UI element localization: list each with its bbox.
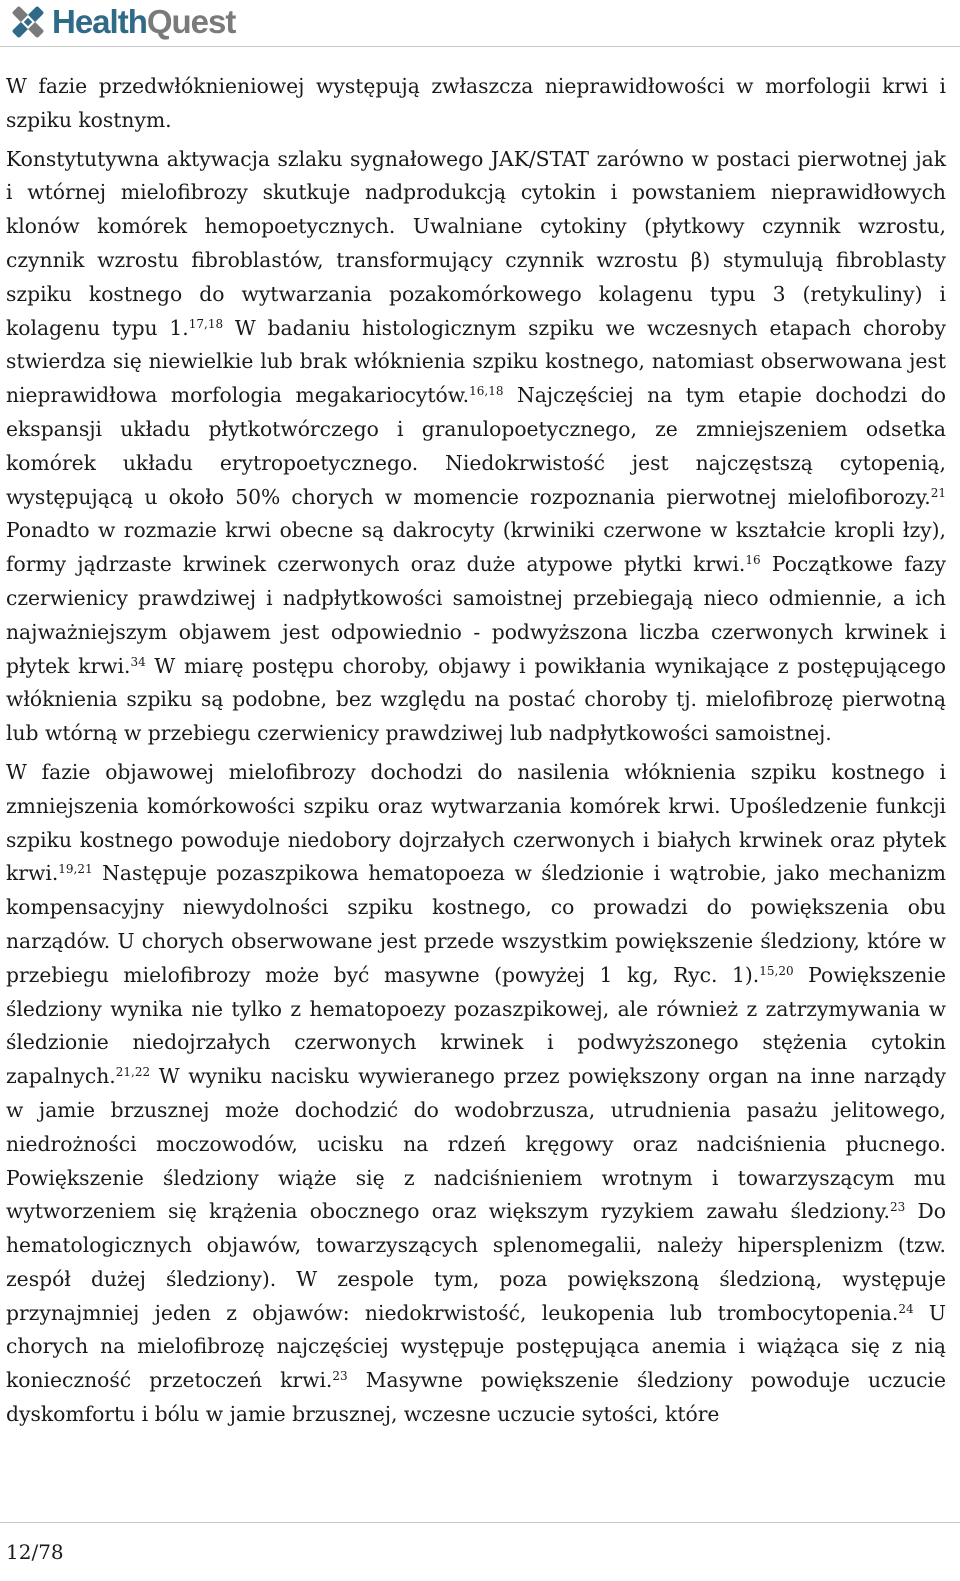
footer-divider — [0, 1522, 960, 1523]
paragraph-text: W fazie objawowej mielofibrozy dochodzi do nasilenia włóknienia szpiku kostnego i zmniejszenia komórkowości szpiku oraz wytwarzania komórek krwi. Upośledzenie funkcji szpiku kostnego powoduje niedobory dojrzałych czerwonych i białych krwinek oraz płytek krwi. — [6, 759, 946, 886]
paragraph — [6, 70, 946, 138]
paragraph-text: Najczęściej na tym etapie dochodzi do ekspansji układu płytkotwórczego i granulopoetycznego, ze zmniejszeniem odsetka komórek układu erytropoetycznego. Niedokrwistość jest najczęstszą cytopenią, występującą u około 50% chorych w momencie rozpoznania pierwotnej mielofiborozy. — [6, 383, 946, 509]
paragraph-text: Powiększenie śledziony wynika nie tylko z hematopoezy pozaszpikowej, ale również z zatrzymywania w śledzionie niedojrzałych czerwonych krwinek i podwyższonego stężenia cytokin zapalnych. — [6, 962, 946, 1089]
paragraph-text: Następuje pozaszpikowa hematopoeza w śledzionie i wątrobie, jako mechanizm kompensacyjny niewydolności szpiku kostnego, co prowadzi do powiększenia obu narządów. U chorych obserwowane jest przede wszystkim powiększenie śledziony, które w przebiegu mielofibrozy może być masywne (powyżej 1 kg, Ryc. 1). — [6, 861, 946, 987]
citation-superscript: 34 — [130, 654, 146, 669]
citation-superscript: 16,18 — [469, 384, 504, 399]
healthquest-cross-icon — [6, 2, 50, 42]
paragraph-text: W fazie przedwłóknieniowej występują zwłaszcza nieprawidłowości w morfologii krwi i szpiku kostnym. — [6, 74, 946, 132]
paragraph-text: W wyniku nacisku wywieranego przez powiększony organ na inne narządy w jamie brzusznej może dochodzić do wodobrzusza, utrudnienia pasażu jelitowego, niedrożności moczowodów, ucisku na rdzeń kręgowy oraz nadciśnienia płucnego. Powiększenie śledziony wiąże się z nadciśnieniem wrotnym i towarzyszącym mu wytworzeniem się krążenia obocznego oraz większym ryzykiem zawału śledziony. — [6, 1064, 946, 1224]
citation-superscript: 24 — [898, 1301, 914, 1316]
citation-superscript: 16 — [745, 553, 761, 568]
header-divider — [0, 46, 960, 47]
paragraph-text: Masywne powiększenie śledziony powoduje uczucie dyskomfortu i bólu w jamie brzusznej, wczesne uczucie sytości, które — [6, 1368, 946, 1427]
paragraph-text: W miarę postępu choroby, objawy i powikłania wynikające z postępującego włóknienia szpiku są podobne, bez względu na postać choroby tj. mielofibrozę pierwotną lub wtórną w przebiegu czerwienicy prawdziwej lub nadpłytkowości samoistnej. — [6, 653, 946, 746]
paragraph-text: Do hematologicznych objawów, towarzyszących splenomegalii, należy hipersplenizm (tzw. zespół dużej śledziony). W zespole tym, poza powiększoną śledzioną, występuje przynajmniej jeden z objawów: niedokrwistość, leukopenia lub trombocytopenia. — [6, 1199, 946, 1325]
logo-wordmark — [52, 2, 235, 42]
paragraph-text: Początkowe fazy czerwienicy prawdziwej i nadpłytkowości samoistnej przebiegają nieco odmiennie, a ich najważniejszym objawem jest odpowiednio - podwyższona liczba czerwonych krwinek i płytek krwi. — [6, 552, 946, 678]
citation-superscript: 15,20 — [759, 963, 794, 978]
paragraph — [6, 756, 946, 1432]
paragraph-text: W badaniu histologicznym szpiku we wczesnych etapach choroby stwierdza się niewielkie lub brak włóknienia szpiku kostnego, natomiast obserwowana jest nieprawidłowa morfologia megakariocytów. — [6, 315, 946, 408]
citation-superscript: 17,18 — [188, 316, 224, 331]
citation-superscript: 21,22 — [115, 1065, 151, 1080]
logo-text-health: Health — [52, 3, 147, 40]
citation-superscript: 19,21 — [58, 862, 93, 877]
page-header — [6, 2, 946, 48]
paragraph-text: Ponadto w rozmazie krwi obecne są dakrocyty (krwiniki czerwone w kształcie kropli łzy), formy jądrzaste krwinek czerwonych oraz duże atypowe płytki krwi. — [6, 518, 946, 577]
healthquest-logo — [6, 2, 946, 42]
paragraph — [6, 143, 946, 751]
paragraph-text: Konstytutywna aktywacja szlaku sygnałowego JAK/STAT zarówno w postaci pierwotnej jak i wtórnej mielofibrozy skutkuje nadprodukcją cytokin i powstaniem nieprawidłowych klonów komórek hemopoetycznych. Uwalniane cytokiny (płytkowy czynnik wzrostu, czynnik wzrostu fibroblastów, transformujący czynnik wzrostu β) stymulują fibroblasty szpiku kostnego do wytwarzania pozakomórkowego kolagenu typu 3 (retykuliny) i kolagenu typu 1. — [6, 146, 946, 340]
logo-text-quest: Quest — [146, 3, 236, 40]
citation-superscript: 21 — [930, 485, 946, 500]
paragraph-text: U chorych na mielofibrozę najczęściej występuje postępująca anemia i wiążąca się z nią konieczność przetoczeń krwi. — [6, 1300, 946, 1393]
page-number: 12/78 — [6, 1540, 64, 1564]
citation-superscript: 23 — [890, 1200, 906, 1215]
citation-superscript: 23 — [332, 1369, 348, 1384]
document-body — [6, 70, 946, 1432]
